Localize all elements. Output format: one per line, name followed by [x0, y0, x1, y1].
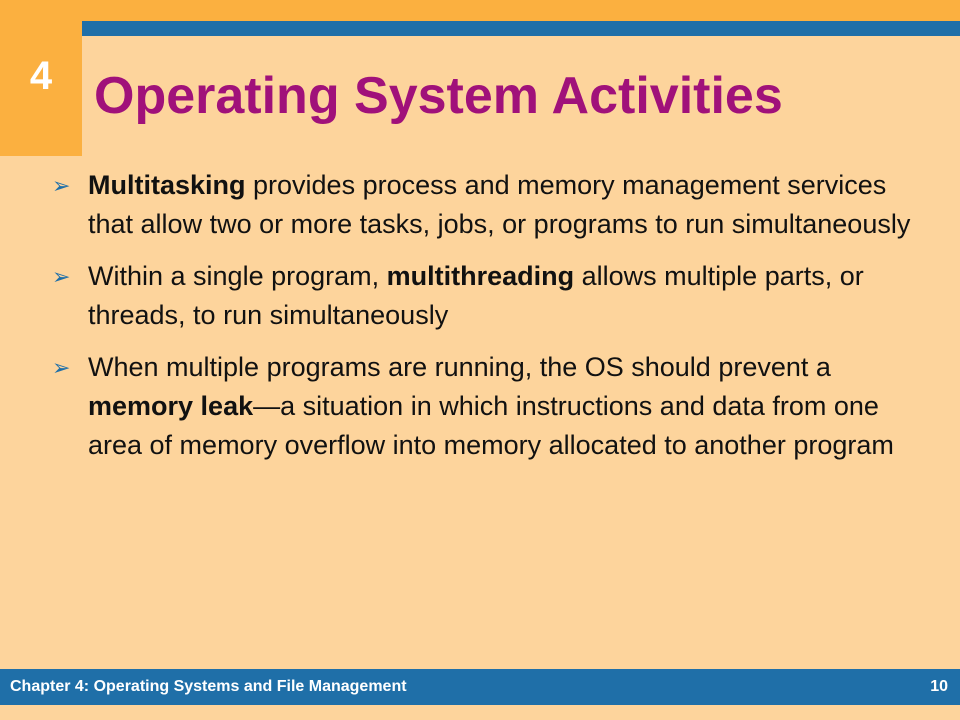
page-number: 10: [930, 678, 948, 695]
bullet-item: [48, 257, 928, 335]
top-accent-band: [0, 0, 960, 21]
bullet-term: Multitasking: [88, 170, 246, 200]
arrowhead-bullet-icon: ➢: [52, 355, 71, 380]
footer-bar: [0, 669, 960, 705]
footer-bottom-margin: [0, 705, 960, 720]
bullet-list: [48, 166, 928, 478]
bullet-item: [48, 166, 928, 244]
arrowhead-bullet-icon: ➢: [52, 173, 71, 198]
bullet-text: —a situation in which instructions and data from one area of memory overflow into memory allocated to another program: [88, 391, 894, 460]
bullet-text: When multiple programs are running, the OS should prevent a: [88, 352, 831, 382]
chapter-number: 4: [29, 54, 53, 98]
bullet-text: provides process and memory management services that allow two or more tasks, jobs, or programs to run simultaneously: [88, 170, 911, 239]
bullet-term: memory leak: [88, 391, 254, 421]
bullet-text: Within a single program,: [88, 261, 387, 291]
slide-title: Operating System Activities: [94, 67, 783, 125]
footer-chapter-title: Chapter 4: Operating Systems and File Management: [10, 678, 407, 695]
bullet-text: allows multiple parts, or threads, to run simultaneously: [88, 261, 864, 330]
bullet-item: [48, 348, 928, 465]
arrowhead-bullet-icon: ➢: [52, 264, 71, 289]
bullet-term: multithreading: [386, 261, 575, 291]
top-blue-rule: [82, 21, 960, 36]
chapter-badge: [0, 0, 82, 156]
